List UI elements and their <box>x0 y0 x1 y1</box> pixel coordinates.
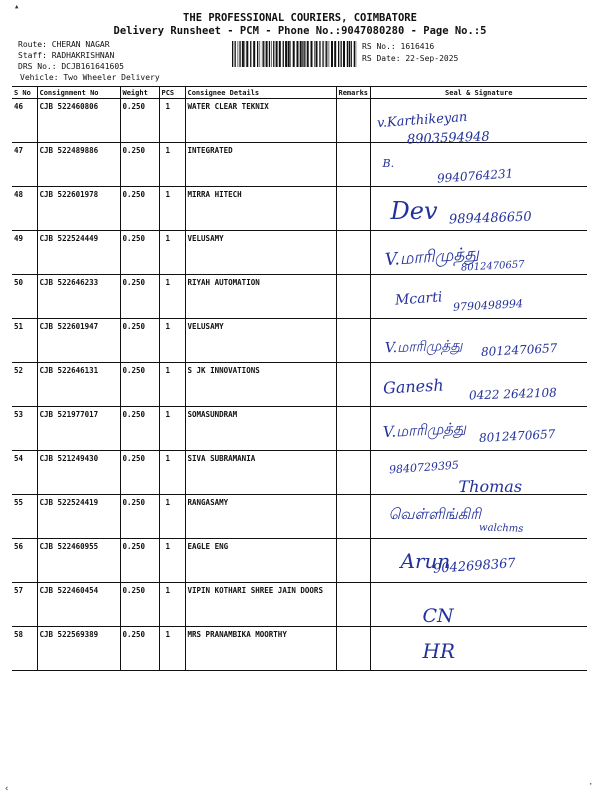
pcs-cell: 1 <box>159 143 185 187</box>
barcode-bar <box>245 41 246 67</box>
rs-number: RS No.: 1616416 <box>362 42 435 51</box>
barcode-bar <box>257 41 258 67</box>
handwritten-signature: Ganesh <box>382 375 444 398</box>
column-header: S No <box>12 87 37 99</box>
runsheet-table <box>12 86 587 671</box>
document-title: THE PROFESSIONAL COURIERS, COIMBATORE <box>183 12 417 24</box>
pcs-cell: 1 <box>159 187 185 231</box>
seal-signature-cell <box>370 451 587 495</box>
document-subtitle: Delivery Runsheet - PCM - Phone No.:9047080280 - Page No.:5 <box>113 25 487 37</box>
barcode-bar <box>246 41 248 67</box>
scan-mark: ▴ <box>14 2 20 12</box>
consignment-cell: CJB 522646131 <box>37 363 120 407</box>
table-row <box>12 583 587 627</box>
handwritten-phone: 8012470657 <box>478 427 556 445</box>
seal-signature-cell <box>370 275 587 319</box>
consignment-cell: CJB 522646233 <box>37 275 120 319</box>
barcode-bar <box>351 41 352 67</box>
table-row <box>12 143 587 187</box>
consignee-cell: S JK INNOVATIONS <box>185 363 336 407</box>
column-header: Remarks <box>336 87 370 99</box>
sno-cell: 51 <box>12 319 37 363</box>
barcode-bar <box>263 41 264 67</box>
barcode-bar <box>307 41 309 67</box>
barcode-bar <box>316 41 318 67</box>
remarks-cell <box>336 451 370 495</box>
consignee-cell: EAGLE ENG <box>185 539 336 583</box>
weight-cell: 0.250 <box>120 627 159 671</box>
barcode-bar <box>300 41 302 67</box>
seal-signature-cell <box>370 363 587 407</box>
barcode-bar <box>293 41 295 67</box>
pcs-cell: 1 <box>159 319 185 363</box>
consignment-cell: CJB 522524449 <box>37 231 120 275</box>
vehicle: Vehicle: Two Wheeler Delivery <box>20 73 160 82</box>
weight-cell: 0.250 <box>120 231 159 275</box>
column-header: Consignment No <box>37 87 120 99</box>
handwritten-signature: வெள்ளிங்கிரி <box>388 505 481 523</box>
consignee-cell: VELUSAMY <box>185 231 336 275</box>
sno-cell: 54 <box>12 451 37 495</box>
table-row <box>12 99 587 143</box>
table-row <box>12 275 587 319</box>
barcode-bar <box>304 41 305 67</box>
handwritten-signature: V.மாரிமுத்து <box>383 243 480 271</box>
handwritten-signature: Thomas <box>458 477 523 496</box>
sno-cell: 49 <box>12 231 37 275</box>
pcs-cell: 1 <box>159 495 185 539</box>
handwritten-signature: Arun <box>400 549 451 573</box>
handwritten-phone: walchms <box>478 522 524 535</box>
consignment-cell: CJB 521249430 <box>37 451 120 495</box>
barcode-bar <box>347 41 348 67</box>
pcs-cell: 1 <box>159 363 185 407</box>
barcode-bar <box>354 41 355 67</box>
consignment-cell: CJB 522569389 <box>37 627 120 671</box>
barcode-bar <box>343 41 345 67</box>
barcode-bar <box>288 41 290 67</box>
consignment-cell: CJB 522460454 <box>37 583 120 627</box>
sno-cell: 46 <box>12 99 37 143</box>
barcode-bar <box>276 41 278 67</box>
barcode-bar <box>266 41 268 67</box>
table-row <box>12 627 587 671</box>
pcs-cell: 1 <box>159 627 185 671</box>
seal-signature-cell <box>370 627 587 671</box>
route: Route: CHERAN NAGAR <box>18 40 110 49</box>
drs-number: DRS No.: DCJB161641605 <box>18 62 124 71</box>
barcode-bar <box>325 41 326 67</box>
weight-cell: 0.250 <box>120 451 159 495</box>
barcode-bar <box>279 41 281 67</box>
handwritten-phone: 9940764231 <box>436 166 514 186</box>
remarks-cell <box>336 583 370 627</box>
handwritten-phone: 8012470657 <box>460 259 525 274</box>
table-row <box>12 539 587 583</box>
barcode-bar <box>331 41 333 67</box>
sno-cell: 48 <box>12 187 37 231</box>
seal-signature-cell <box>370 583 587 627</box>
barcode-bar <box>262 41 263 67</box>
consignee-cell: MIRRA HITECH <box>185 187 336 231</box>
column-header: Seal & Signature <box>370 87 587 99</box>
consignment-cell: CJB 522601978 <box>37 187 120 231</box>
consignee-cell: RIYAH AUTOMATION <box>185 275 336 319</box>
weight-cell: 0.250 <box>120 583 159 627</box>
consignee-cell: MRS PRANAMBIKA MOORTHY <box>185 627 336 671</box>
table-row <box>12 363 587 407</box>
weight-cell: 0.250 <box>120 319 159 363</box>
barcode-bar <box>242 41 244 67</box>
sno-cell: 52 <box>12 363 37 407</box>
pcs-cell: 1 <box>159 539 185 583</box>
consignee-cell: INTEGRATED <box>185 143 336 187</box>
table-row <box>12 495 587 539</box>
barcode-bar <box>273 41 274 67</box>
barcode-bar <box>314 41 315 67</box>
remarks-cell <box>336 627 370 671</box>
consignment-cell: CJB 522460806 <box>37 99 120 143</box>
barcode-bar <box>290 41 291 67</box>
handwritten-phone: 9840729395 <box>388 458 459 477</box>
handwritten-signature: V.மாரிமுத்து <box>382 418 466 442</box>
barcode-bar <box>326 41 327 67</box>
pcs-cell: 1 <box>159 407 185 451</box>
remarks-cell <box>336 187 370 231</box>
seal-signature-cell <box>370 231 587 275</box>
consignee-cell: VELUSAMY <box>185 319 336 363</box>
remarks-cell <box>336 99 370 143</box>
sno-cell: 58 <box>12 627 37 671</box>
scan-mark: ‹ <box>4 784 10 794</box>
barcode-bar <box>319 41 320 67</box>
barcode-bar <box>269 41 270 67</box>
barcode-image <box>232 41 358 67</box>
barcode-bar <box>311 41 313 67</box>
remarks-cell <box>336 231 370 275</box>
handwritten-signature: B. <box>382 157 395 170</box>
remarks-cell <box>336 539 370 583</box>
table-row <box>12 231 587 275</box>
weight-cell: 0.250 <box>120 495 159 539</box>
barcode-bar <box>235 41 236 67</box>
barcode-bar <box>238 41 239 67</box>
remarks-cell <box>336 363 370 407</box>
handwritten-phone: 9042698367 <box>432 556 516 577</box>
seal-signature-cell <box>370 187 587 231</box>
handwritten-phone: 8903594948 <box>406 129 490 148</box>
handwritten-signature: CN <box>422 605 454 627</box>
remarks-cell <box>336 319 370 363</box>
remarks-cell <box>336 275 370 319</box>
barcode-bar <box>334 41 336 67</box>
weight-cell: 0.250 <box>120 363 159 407</box>
barcode-bar <box>283 41 284 67</box>
handwritten-signature: v.Karthikeyan <box>376 109 468 132</box>
handwritten-phone: 0422 2642108 <box>468 385 557 403</box>
seal-signature-cell <box>370 99 587 148</box>
consignment-cell: CJB 522489886 <box>37 143 120 187</box>
barcode-bar <box>250 41 251 67</box>
remarks-cell <box>336 407 370 451</box>
table-header-row <box>12 87 587 99</box>
seal-signature-cell <box>370 143 587 187</box>
rs-date: RS Date: 22-Sep-2025 <box>362 54 459 63</box>
consignee-cell: WATER CLEAR TEKNIX <box>185 99 336 143</box>
column-header: Weight <box>120 87 159 99</box>
barcode-bar <box>260 41 261 67</box>
column-header: PCS <box>159 87 185 99</box>
handwritten-phone: 9790498994 <box>452 297 523 314</box>
barcode-bar <box>253 41 255 67</box>
consignment-cell: CJB 522524419 <box>37 495 120 539</box>
pcs-cell: 1 <box>159 451 185 495</box>
barcode-bar <box>271 41 272 67</box>
sno-cell: 57 <box>12 583 37 627</box>
barcode-bar <box>232 41 233 67</box>
pcs-cell: 1 <box>159 231 185 275</box>
weight-cell: 0.250 <box>120 539 159 583</box>
consignee-cell: RANGASAMY <box>185 495 336 539</box>
weight-cell: 0.250 <box>120 187 159 231</box>
weight-cell: 0.250 <box>120 143 159 187</box>
barcode-bar <box>341 41 342 67</box>
barcode-bar <box>302 41 303 67</box>
sno-cell: 55 <box>12 495 37 539</box>
barcode-bar <box>322 41 323 67</box>
pcs-cell: 1 <box>159 275 185 319</box>
handwritten-phone: 9894486650 <box>448 209 532 228</box>
pcs-cell: 1 <box>159 99 185 143</box>
consignment-cell: CJB 522601947 <box>37 319 120 363</box>
sno-cell: 47 <box>12 143 37 187</box>
seal-signature-cell <box>370 407 587 451</box>
consignee-cell: SOMASUNDRAM <box>185 407 336 451</box>
weight-cell: 0.250 <box>120 99 159 143</box>
seal-signature-cell <box>370 319 587 363</box>
handwritten-signature: Dev <box>390 197 438 225</box>
handwritten-signature: Mcarti <box>393 289 443 309</box>
barcode-bar <box>338 41 339 67</box>
seal-signature-cell <box>370 495 587 539</box>
table-row <box>12 319 587 363</box>
consignment-cell: CJB 521977017 <box>37 407 120 451</box>
consignee-cell: SIVA SUBRAMANIA <box>185 451 336 495</box>
scan-mark: · <box>588 780 594 790</box>
staff: Staff: RADHAKRISHNAN <box>18 51 115 60</box>
consignment-cell: CJB 522460955 <box>37 539 120 583</box>
pcs-cell: 1 <box>159 583 185 627</box>
weight-cell: 0.250 <box>120 275 159 319</box>
table-row <box>12 187 587 231</box>
table-row <box>12 407 587 451</box>
barcode-bar <box>356 41 357 67</box>
barcode-bar <box>329 41 330 67</box>
handwritten-signature: V.மாரிமுத்து <box>384 337 463 357</box>
remarks-cell <box>336 143 370 187</box>
sno-cell: 50 <box>12 275 37 319</box>
sno-cell: 56 <box>12 539 37 583</box>
seal-signature-cell <box>370 539 587 583</box>
barcode-bar <box>349 41 350 67</box>
remarks-cell <box>336 495 370 539</box>
sno-cell: 53 <box>12 407 37 451</box>
barcode-bar <box>297 41 299 67</box>
weight-cell: 0.250 <box>120 407 159 451</box>
consignee-cell: VIPIN KOTHARI SHREE JAIN DOORS <box>185 583 336 627</box>
handwritten-phone: 8012470657 <box>480 341 558 359</box>
handwritten-signature: HR <box>422 639 455 663</box>
barcode-bar <box>285 41 287 67</box>
barcode-bar <box>239 41 240 67</box>
table-row <box>12 451 587 495</box>
column-header: Consignee Details <box>185 87 336 99</box>
